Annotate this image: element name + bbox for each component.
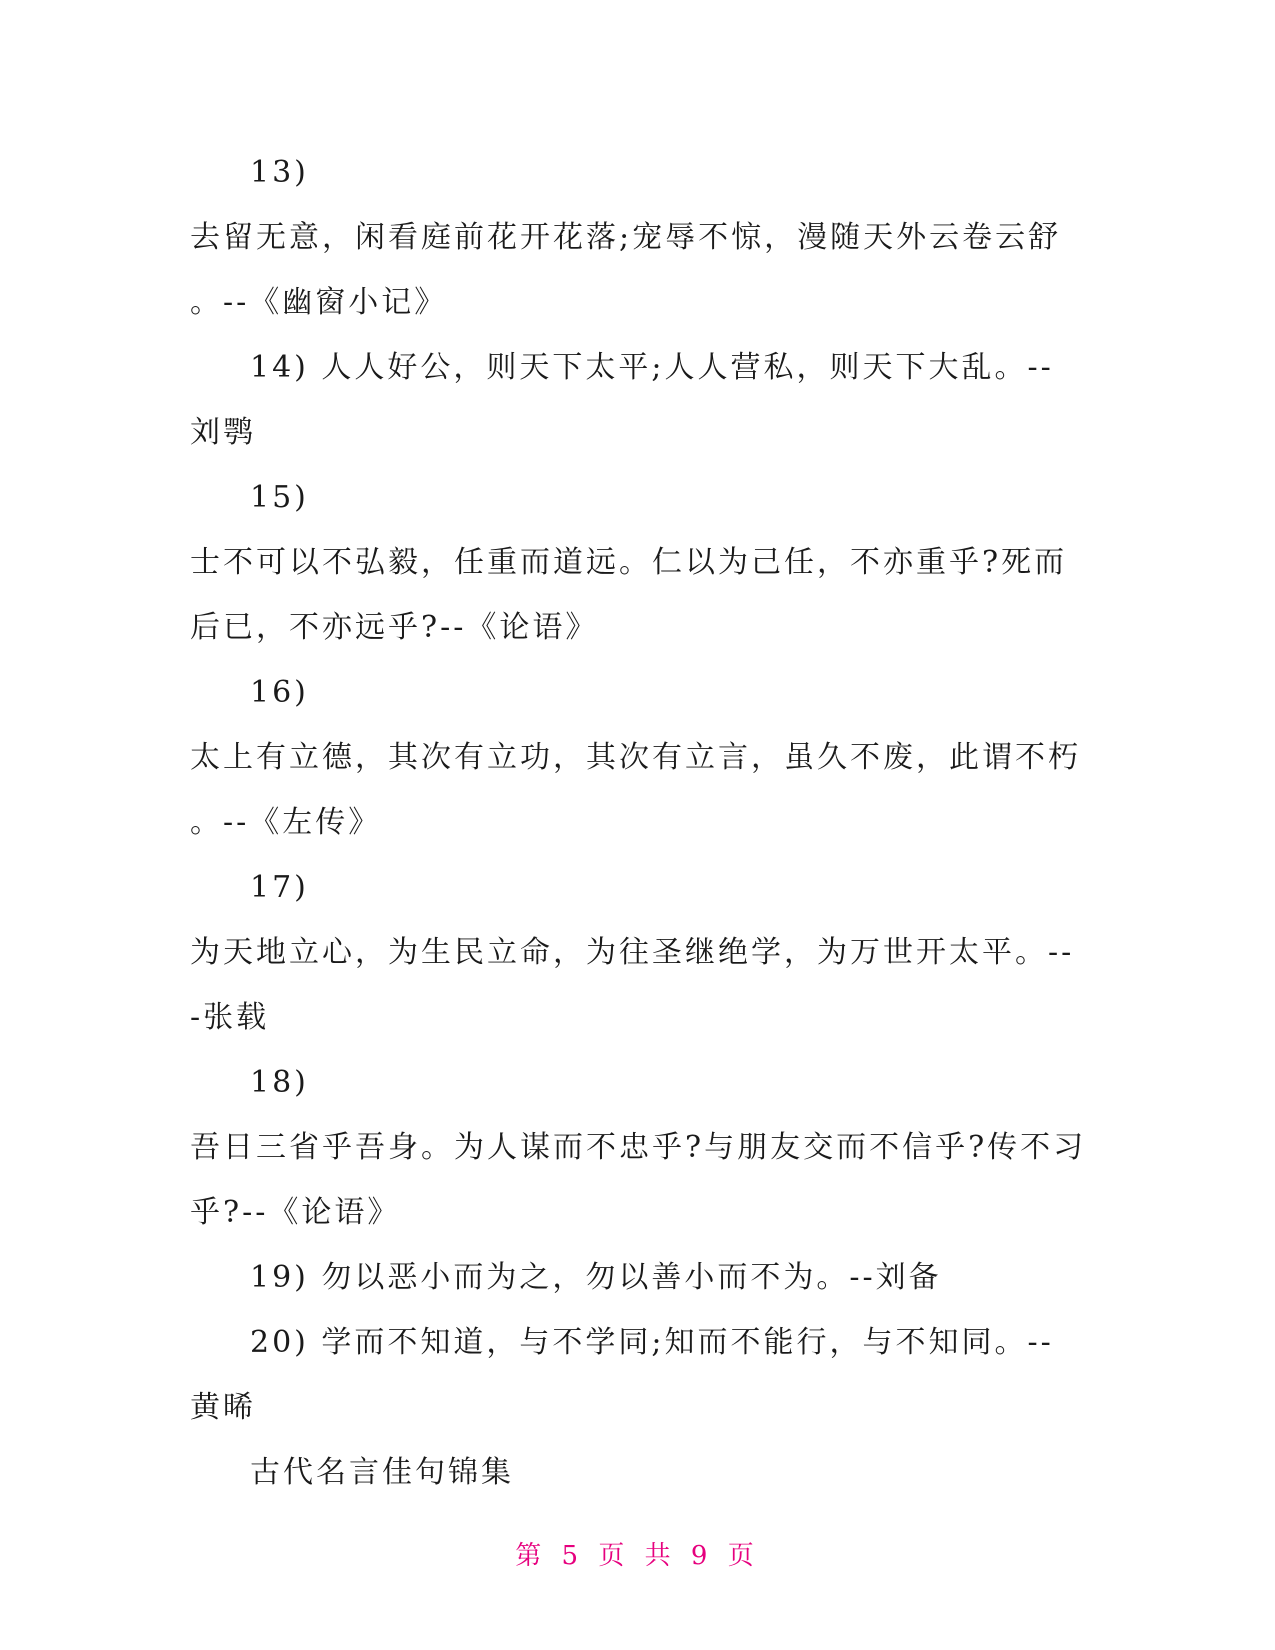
page-footer: 第 5 页 共 9 页 <box>515 1541 760 1571</box>
quote-source: 。--《左传》 <box>190 805 382 840</box>
quote-text: 为天地立心，为生民立命，为往圣继绝学，为万世开太平。-- <box>190 935 1075 970</box>
quote-text: 去留无意，闲看庭前花开花落;宠辱不惊，漫随天外云卷云舒 <box>190 220 1062 255</box>
quote-source: -张载 <box>190 1000 270 1035</box>
quote-text: 太上有立德，其次有立功，其次有立言，虽久不废，此谓不朽 <box>190 740 1081 775</box>
quote-source: 刘鹗 <box>190 415 256 450</box>
quote-item-19: 19) 勿以恶小而为之，勿以善小而不为。--刘备 <box>250 1260 942 1295</box>
item-number-16: 16) <box>250 675 309 710</box>
item-number-18: 18) <box>250 1065 309 1100</box>
quote-text: 士不可以不弘毅，任重而道远。仁以为己任，不亦重乎?死而 <box>190 545 1068 580</box>
quote-source: 黄晞 <box>190 1390 256 1425</box>
quote-source: 后已，不亦远乎?--《论语》 <box>190 610 599 645</box>
quote-source: 乎?--《论语》 <box>190 1195 401 1230</box>
item-number-13: 13) <box>250 155 309 190</box>
item-number-15: 15) <box>250 480 309 515</box>
item-number-17: 17) <box>250 870 309 905</box>
quote-text: 吾日三省乎吾身。为人谋而不忠乎?与朋友交而不信乎?传不习 <box>190 1130 1087 1165</box>
section-heading: 古代名言佳句锦集 <box>250 1455 514 1490</box>
quote-source: 。--《幽窗小记》 <box>190 285 448 320</box>
document-body <box>190 140 1090 1505</box>
quote-item-14: 14) 人人好公，则天下太平;人人营私，则天下大乱。-- <box>250 350 1054 385</box>
quote-item-20: 20) 学而不知道，与不学同;知而不能行，与不知同。-- <box>250 1325 1054 1360</box>
